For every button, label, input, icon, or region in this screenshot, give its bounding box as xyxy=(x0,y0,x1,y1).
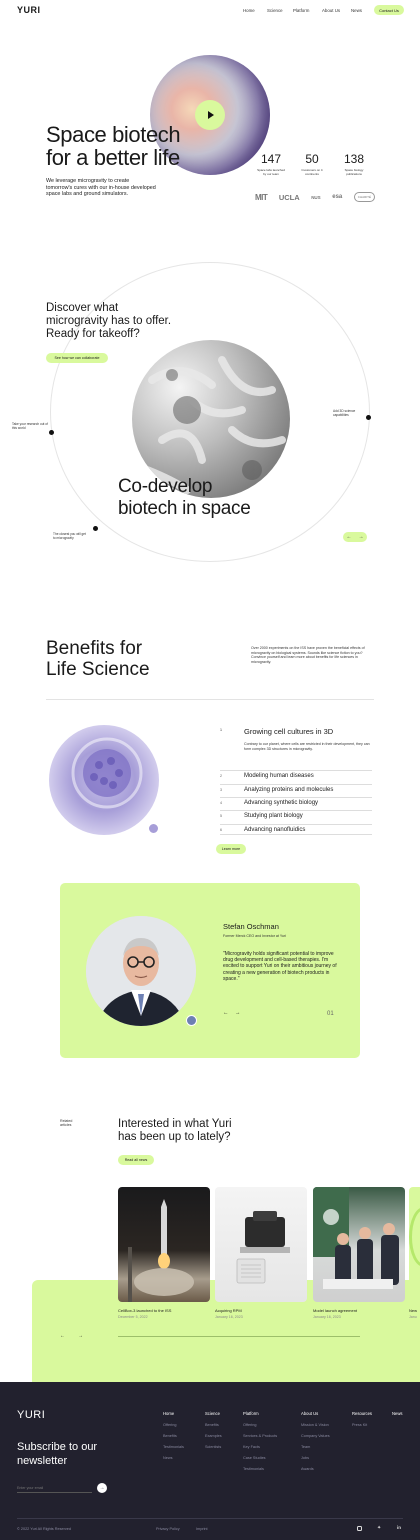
orbit-label-bottom: The closest you will get to microgravity xyxy=(53,532,86,540)
news-cards-divider xyxy=(118,1336,360,1337)
people-signing-photo xyxy=(313,1187,405,1302)
footer-heading[interactable]: Home xyxy=(163,1411,175,1416)
benefit-label: Analyzing proteins and molecules xyxy=(244,787,334,793)
footer-divider xyxy=(17,1518,403,1519)
benefits-intro: Over 2000 experiments on the ISS have proven the beneficial effects of microgravity on biological systems. Sounds like science fiction to you? Convince yourself and learn more about benefits for life sciences in microgravity. xyxy=(251,646,365,664)
codevelop-line1: Co-develop xyxy=(118,476,213,497)
footer-link[interactable]: Company Values xyxy=(301,1434,330,1438)
hero-body: We leverage microgravity to create tomorrow's cures with our in-house developed space labs and ground simulators. xyxy=(46,178,156,198)
footer-heading[interactable]: News xyxy=(392,1411,403,1416)
news-prev-button[interactable]: ← xyxy=(60,1333,65,1339)
news-card-image-rpm[interactable] xyxy=(215,1187,307,1302)
microscope-image xyxy=(132,340,290,498)
contact-button[interactable]: Contact Us xyxy=(374,5,404,15)
news-card-image-partial[interactable] xyxy=(409,1187,420,1302)
newsletter-submit-button[interactable]: → xyxy=(97,1483,107,1493)
news-side-label: Related articles xyxy=(60,1119,73,1128)
footer-heading[interactable]: Platform xyxy=(243,1411,259,1416)
hero-title xyxy=(46,123,180,169)
testimonial-role: Former Merck CEO and Investor at Yuri xyxy=(223,934,287,938)
footer-link[interactable]: Benefits xyxy=(205,1423,219,1427)
benefit-num: 3 xyxy=(220,788,222,792)
logo[interactable]: YURI xyxy=(17,5,41,15)
logo-ucla: UCLA xyxy=(278,192,300,202)
nav-platform[interactable]: Platform xyxy=(293,8,310,13)
footer-link[interactable]: Team xyxy=(301,1445,311,1449)
discover-title-line1: Discover what xyxy=(46,302,119,314)
benefit-item[interactable] xyxy=(220,770,372,781)
benefit-active-title: Growing cell cultures in 3D xyxy=(244,727,334,736)
stat-value: 50 xyxy=(305,152,319,166)
benefits-divider xyxy=(46,699,374,700)
testimonial-name: Stefan Oschman xyxy=(223,922,279,931)
testimonial-quote: "Microgravity holds significant potential to improve drug development and cell-based therapies. I'm excited to support Yuri on their ambitious journey of creating a new generation of biotech products in space." xyxy=(223,951,337,982)
instagram-icon[interactable] xyxy=(357,1526,362,1531)
footer-link[interactable]: Testimonials xyxy=(243,1467,264,1471)
benefit-item[interactable] xyxy=(220,824,372,835)
nav-news[interactable]: News xyxy=(351,8,362,13)
logo-nus: NUS xyxy=(311,194,321,200)
discover-title-line2: microgravity has to offer. xyxy=(46,315,172,327)
newsletter-line1: Subscribe to our xyxy=(17,1441,98,1453)
benefits-title-line2: Life Science xyxy=(46,659,150,680)
logo-charite: CHARITÉ xyxy=(354,192,375,202)
logo-mit: MIT xyxy=(255,192,268,202)
portrait xyxy=(86,916,196,1026)
news-card-date: January 16, 2023 xyxy=(215,1315,243,1319)
footer-link[interactable]: Testimonials xyxy=(163,1445,184,1449)
orbit-label-right: Add 3D science capabilities xyxy=(333,409,356,417)
footer-link[interactable]: Examples xyxy=(205,1434,222,1438)
footer-link[interactable]: Offering xyxy=(243,1423,257,1427)
collaborate-button[interactable]: See how we can collaborate xyxy=(46,353,108,363)
benefit-item[interactable] xyxy=(220,784,372,795)
testimonial-avatar-badge xyxy=(186,1015,197,1026)
benefit-label: Advancing nanofluidics xyxy=(244,826,306,833)
news-card-image-launch[interactable] xyxy=(118,1187,210,1302)
linkedin-icon[interactable]: in xyxy=(397,1525,401,1530)
news-next-button[interactable]: → xyxy=(78,1333,83,1339)
discover-title-line3: Ready for takeoff? xyxy=(46,328,140,340)
benefit-num: 6 xyxy=(220,827,222,832)
orbit-label-left: Take your research out of this world xyxy=(12,422,48,430)
news-card-date: Janu xyxy=(409,1315,417,1319)
newsletter-title xyxy=(17,1441,97,1468)
slider-next-button[interactable]: → xyxy=(358,534,364,540)
microscope-texture xyxy=(132,340,290,498)
footer-logo[interactable]: YURI xyxy=(17,1409,46,1421)
news-card-title[interactable]: CellBox-3 launched to the ISS xyxy=(118,1308,172,1313)
privacy-link[interactable]: Privacy Policy xyxy=(156,1527,180,1531)
play-icon xyxy=(208,111,214,119)
stat-label: Space labs launched by our team xyxy=(257,168,285,176)
benefit-num: 2 xyxy=(220,774,222,778)
discover-title xyxy=(46,302,171,341)
benefit-num: 4 xyxy=(220,801,222,805)
news-title-line2: has been up to lately? xyxy=(118,1131,231,1143)
orbit-dot-left[interactable] xyxy=(49,430,54,435)
orbit-dot-right[interactable] xyxy=(366,415,371,420)
benefit-active-num: 1 xyxy=(220,728,222,732)
stat-label: Customers on 4 continents xyxy=(301,168,323,176)
nav-home[interactable]: Home xyxy=(243,8,255,13)
slider-prev-button[interactable]: ← xyxy=(346,534,352,540)
play-button[interactable] xyxy=(195,100,225,130)
header xyxy=(0,0,420,22)
benefit-label: Studying plant biology xyxy=(244,813,303,819)
newsletter-line2: newsletter xyxy=(17,1454,68,1467)
footer-link[interactable]: Benefits xyxy=(163,1434,177,1438)
news-card-title[interactable]: New xyxy=(409,1308,418,1313)
footer-heading[interactable]: About Us xyxy=(301,1411,319,1416)
copyright: © 2022 Yuri All Rights Reserved xyxy=(17,1527,72,1531)
news-card-title[interactable]: Acquiring RPM xyxy=(215,1308,242,1313)
news-title xyxy=(118,1118,232,1144)
footer-link[interactable]: Mission & Vision xyxy=(301,1423,329,1427)
benefits-title xyxy=(46,638,150,680)
imprint-link[interactable]: Imprint xyxy=(196,1527,208,1531)
cell-texture xyxy=(49,725,159,835)
stat-value: 147 xyxy=(260,152,282,166)
benefit-num: 5 xyxy=(220,814,222,818)
partner-logos xyxy=(255,191,375,203)
news-card-title[interactable]: Model launch agreement xyxy=(313,1308,358,1313)
codevelop-title xyxy=(118,476,251,520)
green-arc xyxy=(409,1207,420,1267)
news-title-line1: Interested in what Yuri xyxy=(118,1118,232,1130)
cell-badge xyxy=(148,823,159,834)
stat-value: 138 xyxy=(343,152,365,166)
read-all-news-button[interactable]: Read all news xyxy=(118,1155,154,1165)
nav-science[interactable]: Science xyxy=(267,8,283,13)
benefit-item[interactable] xyxy=(220,810,372,821)
news-card-date: December 5, 2022 xyxy=(118,1315,148,1319)
news-card-date: January 16, 2023 xyxy=(313,1315,341,1319)
news-card-image-launch-agreement[interactable] xyxy=(313,1187,405,1302)
twitter-icon[interactable]: ✦ xyxy=(377,1525,382,1531)
benefits-title-line1: Benefits for xyxy=(46,638,143,659)
footer-link[interactable]: Awards xyxy=(301,1467,314,1471)
footer-link[interactable]: Offering xyxy=(163,1423,177,1427)
footer-link[interactable]: News xyxy=(163,1456,173,1460)
orbit-dot-bottom[interactable] xyxy=(93,526,98,531)
testimonial-prev-button[interactable]: ← xyxy=(223,1010,229,1016)
footer-link[interactable]: Case Studies xyxy=(243,1456,266,1460)
testimonial-photo xyxy=(86,916,196,1026)
rocket-launch-photo xyxy=(118,1187,210,1302)
logo-esa: esa xyxy=(332,194,343,200)
discover-slider-controls xyxy=(343,532,367,542)
nav-about[interactable]: About Us xyxy=(322,8,341,13)
benefit-label: Advancing synthetic biology xyxy=(244,800,319,806)
footer-link[interactable]: Services & Products xyxy=(243,1434,278,1438)
benefit-active-desc: Contrary to our planet, where cells are restricted in their development, they can form complex 3D structures in microgravity. xyxy=(244,742,370,751)
footer-link[interactable]: Press Kit xyxy=(352,1423,368,1427)
hero-title-line1: Space biotech xyxy=(46,122,181,147)
footer-heading[interactable]: Science xyxy=(205,1411,220,1416)
benefit-label: Modeling human diseases xyxy=(244,773,314,779)
benefit-item[interactable] xyxy=(220,797,372,808)
stat-label: Space biology publications xyxy=(344,168,364,176)
codevelop-line2: biotech in space xyxy=(118,498,251,519)
hero-title-line2: for a better life xyxy=(46,145,180,170)
testimonial-counter: 01 xyxy=(327,1011,334,1017)
newsletter-email-input[interactable] xyxy=(17,1483,92,1493)
learn-more-button[interactable]: Learn more xyxy=(216,844,246,854)
rpm-device-photo xyxy=(215,1187,307,1302)
cell-image xyxy=(49,725,159,835)
footer-heading[interactable]: Resources xyxy=(352,1411,373,1416)
footer-link[interactable]: Scientists xyxy=(205,1445,222,1449)
footer-link[interactable]: Jobs xyxy=(301,1456,310,1460)
footer-link[interactable]: Key Facts xyxy=(243,1445,260,1449)
testimonial-next-button[interactable]: → xyxy=(235,1010,241,1016)
